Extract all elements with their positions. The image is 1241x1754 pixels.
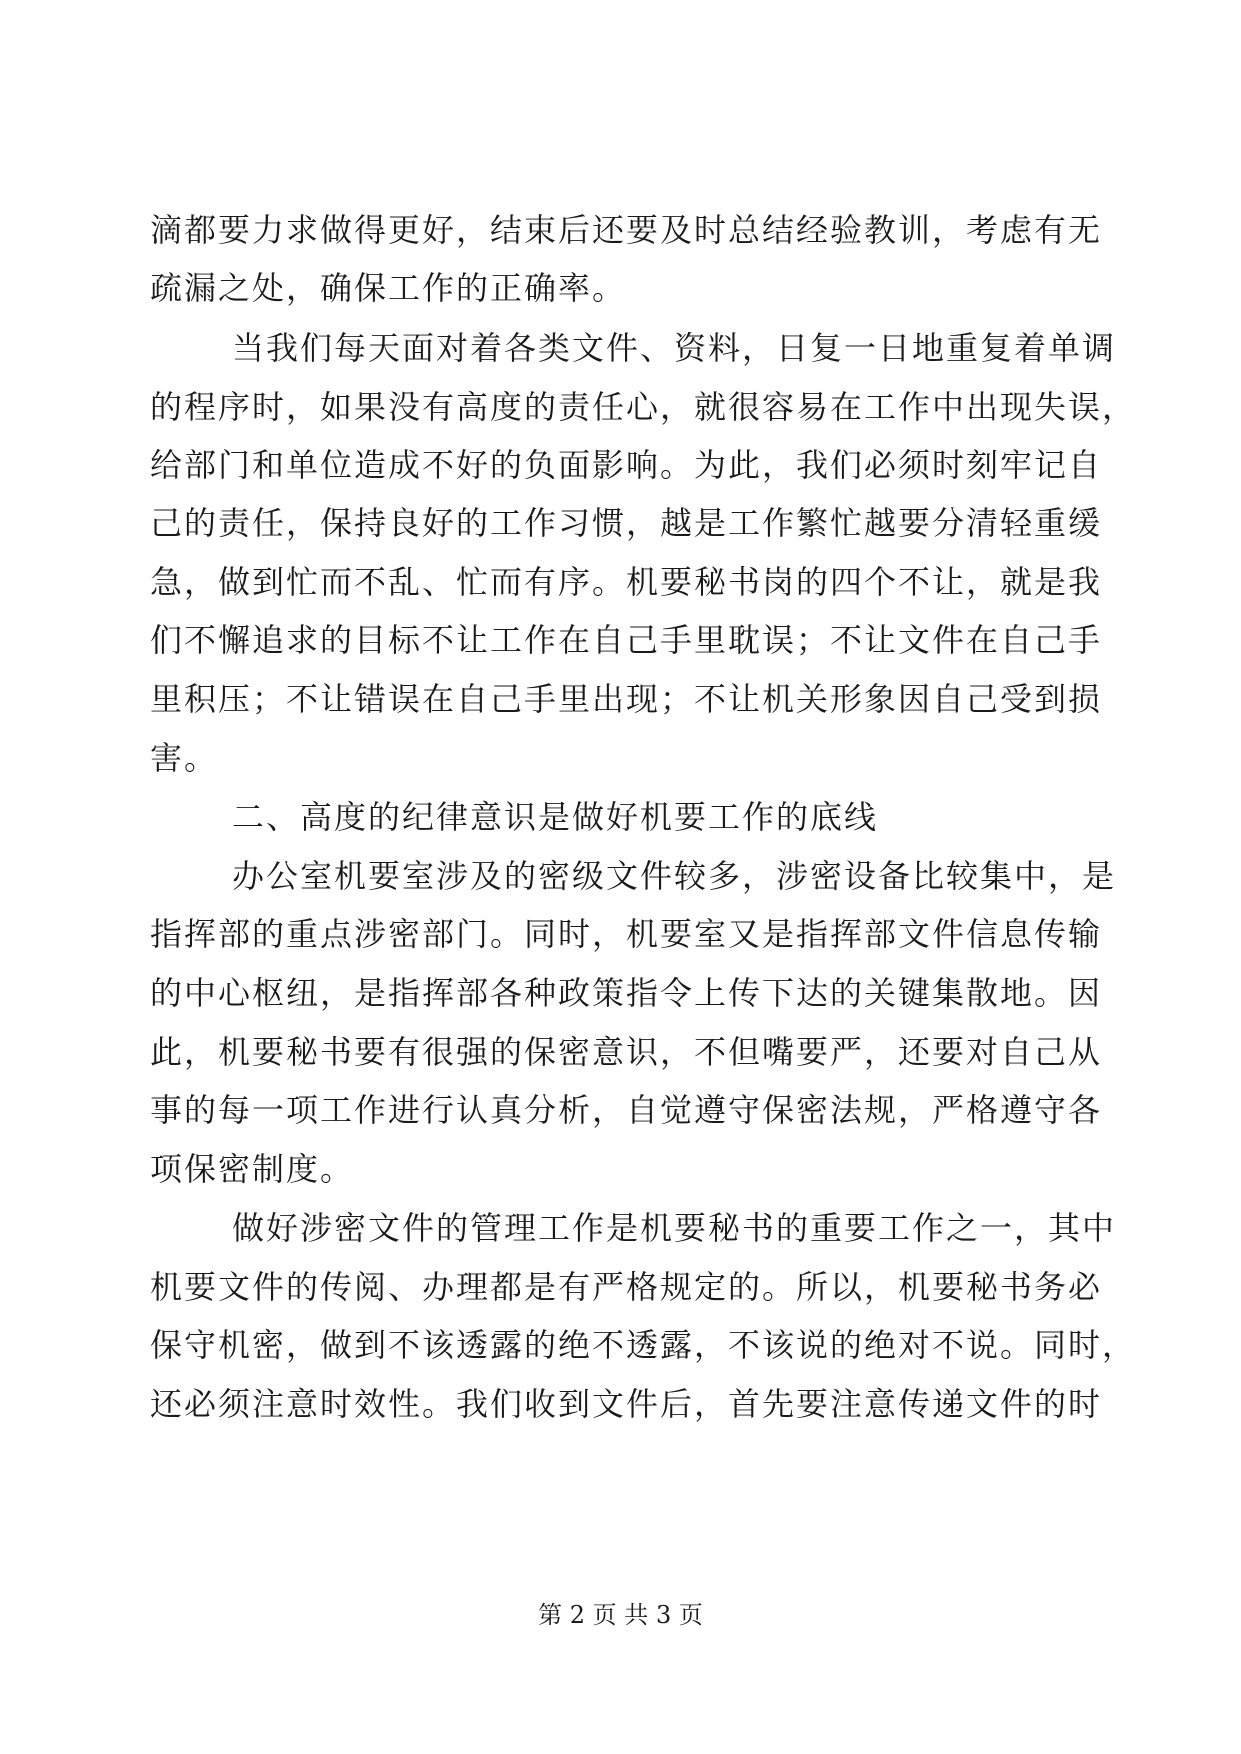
text-line: 们不懈追求的目标不让工作在自己手里耽误；不让文件在自己手 [150,621,1103,659]
text-line: 疏漏之处，确保工作的正确率。 [150,269,627,307]
text-line: 保守机密，做到不该透露的绝不透露，不该说的绝对不说。同时， [150,1326,1137,1364]
text-line: 项保密制度。 [150,1150,355,1188]
text-line: 给部门和单位造成不好的负面影响。为此，我们必须时刻牢记自 [150,446,1103,484]
text-line: 机要文件的传阅、办理都是有严格规定的。所以，机要秘书务必 [150,1268,1103,1306]
text-line: 滴都要力求做得更好，结束后还要及时总结经验教训，考虑有无 [150,211,1103,249]
text-line: 做好涉密文件的管理工作是机要秘书的重要工作之一，其中 [232,1209,1117,1247]
text-line: 害。 [150,739,219,777]
text-line: 己的责任，保持良好的工作习惯，越是工作繁忙越要分清轻重缓 [150,504,1103,542]
text-line: 里积压；不让错误在自己手里出现；不让机关形象因自己受到损 [150,680,1103,718]
text-line: 的中心枢纽，是指挥部各种政策指令上传下达的关键集散地。因 [150,974,1103,1012]
text-line: 的程序时，如果没有高度的责任心，就很容易在工作中出现失误， [150,388,1137,426]
text-line: 当我们每天面对着各类文件、资料，日复一日地重复着单调 [232,329,1117,367]
page-number-footer: 第 2 页 共 3 页 [538,1601,703,1629]
text-line: 还必须注意时效性。我们收到文件后，首先要注意传递文件的时 [150,1385,1103,1423]
section-heading: 二、高度的纪律意识是做好机要工作的底线 [232,798,879,836]
text-line: 指挥部的重点涉密部门。同时，机要室又是指挥部文件信息传输 [150,915,1103,953]
text-line: 事的每一项工作进行认真分析，自觉遵守保密法规，严格遵守各 [150,1091,1103,1129]
text-line: 此，机要秘书要有很强的保密意识，不但嘴要严，还要对自己从 [150,1033,1103,1071]
text-line: 办公室机要室涉及的密级文件较多，涉密设备比较集中，是 [232,857,1117,895]
text-line: 急，做到忙而不乱、忙而有序。机要秘书岗的四个不让，就是我 [150,563,1103,601]
